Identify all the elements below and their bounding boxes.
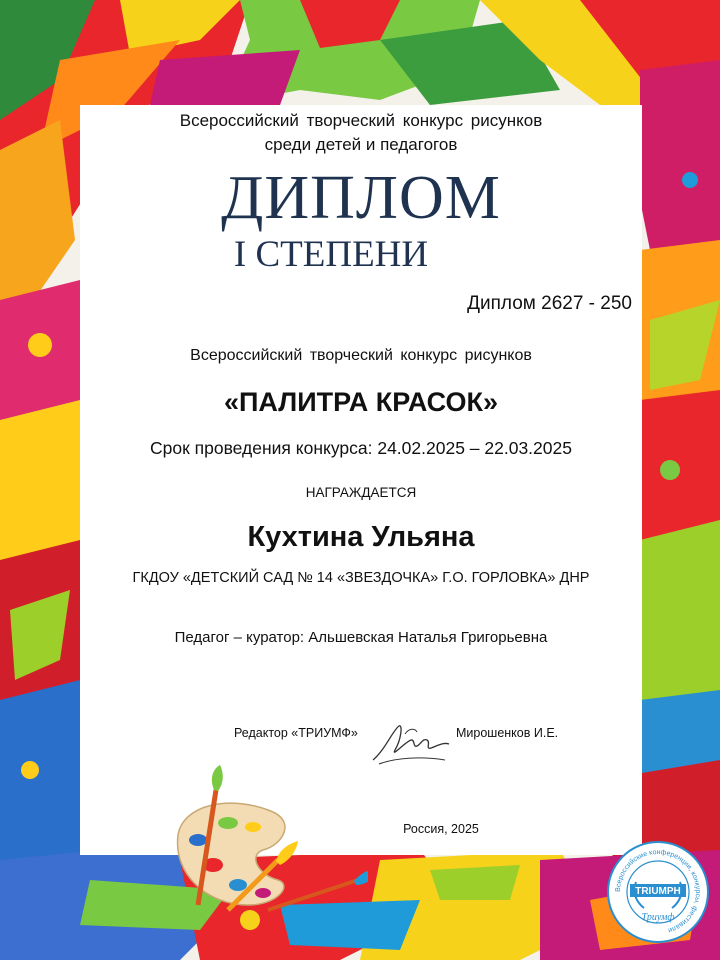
seal-center-text: TRIUMPH [635, 886, 681, 897]
paint-palette-icon [168, 765, 368, 915]
awardee-name: Кухтина Ульяна [247, 521, 475, 553]
editor-name: Мирошенков И.Е. [456, 726, 559, 740]
diploma-number: Диплом 2627 - 250 [467, 293, 632, 314]
header-line-2: среди детей и педагогов [264, 135, 458, 154]
diploma-degree: I СТЕПЕНИ [233, 234, 429, 275]
contest-line: Всероссийский творческий конкурс рисунков [190, 347, 532, 364]
country-year: Россия, 2025 [403, 822, 479, 836]
seal-bottom-text: Триумф [641, 912, 675, 923]
diploma-panel [80, 105, 702, 934]
awarded-label: НАГРАЖДАЕТСЯ [305, 485, 417, 500]
editor-label: Редактор «ТРИУМФ» [234, 726, 358, 740]
teacher-curator: Педагог – куратор: Альшевская Наталья Григорьевна [174, 629, 548, 646]
signature-icon [365, 720, 455, 770]
contest-period: Срок проведения конкурса: 24.02.2025 – 22.03.2025 [150, 438, 572, 458]
header-line-1: Всероссийский творческий конкурс рисунков [179, 111, 543, 130]
organization: ГКДОУ «ДЕТСКИЙ САД № 14 «ЗВЕЗДОЧКА» Г.О. ГОРЛОВКА» ДНР [132, 570, 590, 586]
diploma-title: ДИПЛОМ [221, 164, 501, 232]
seal-ring-text: Всероссийские конференции, конкурсы, фестивали [614, 848, 702, 934]
triumph-seal-icon [606, 840, 710, 944]
contest-name: «ПАЛИТРА КРАСОК» [224, 387, 498, 417]
